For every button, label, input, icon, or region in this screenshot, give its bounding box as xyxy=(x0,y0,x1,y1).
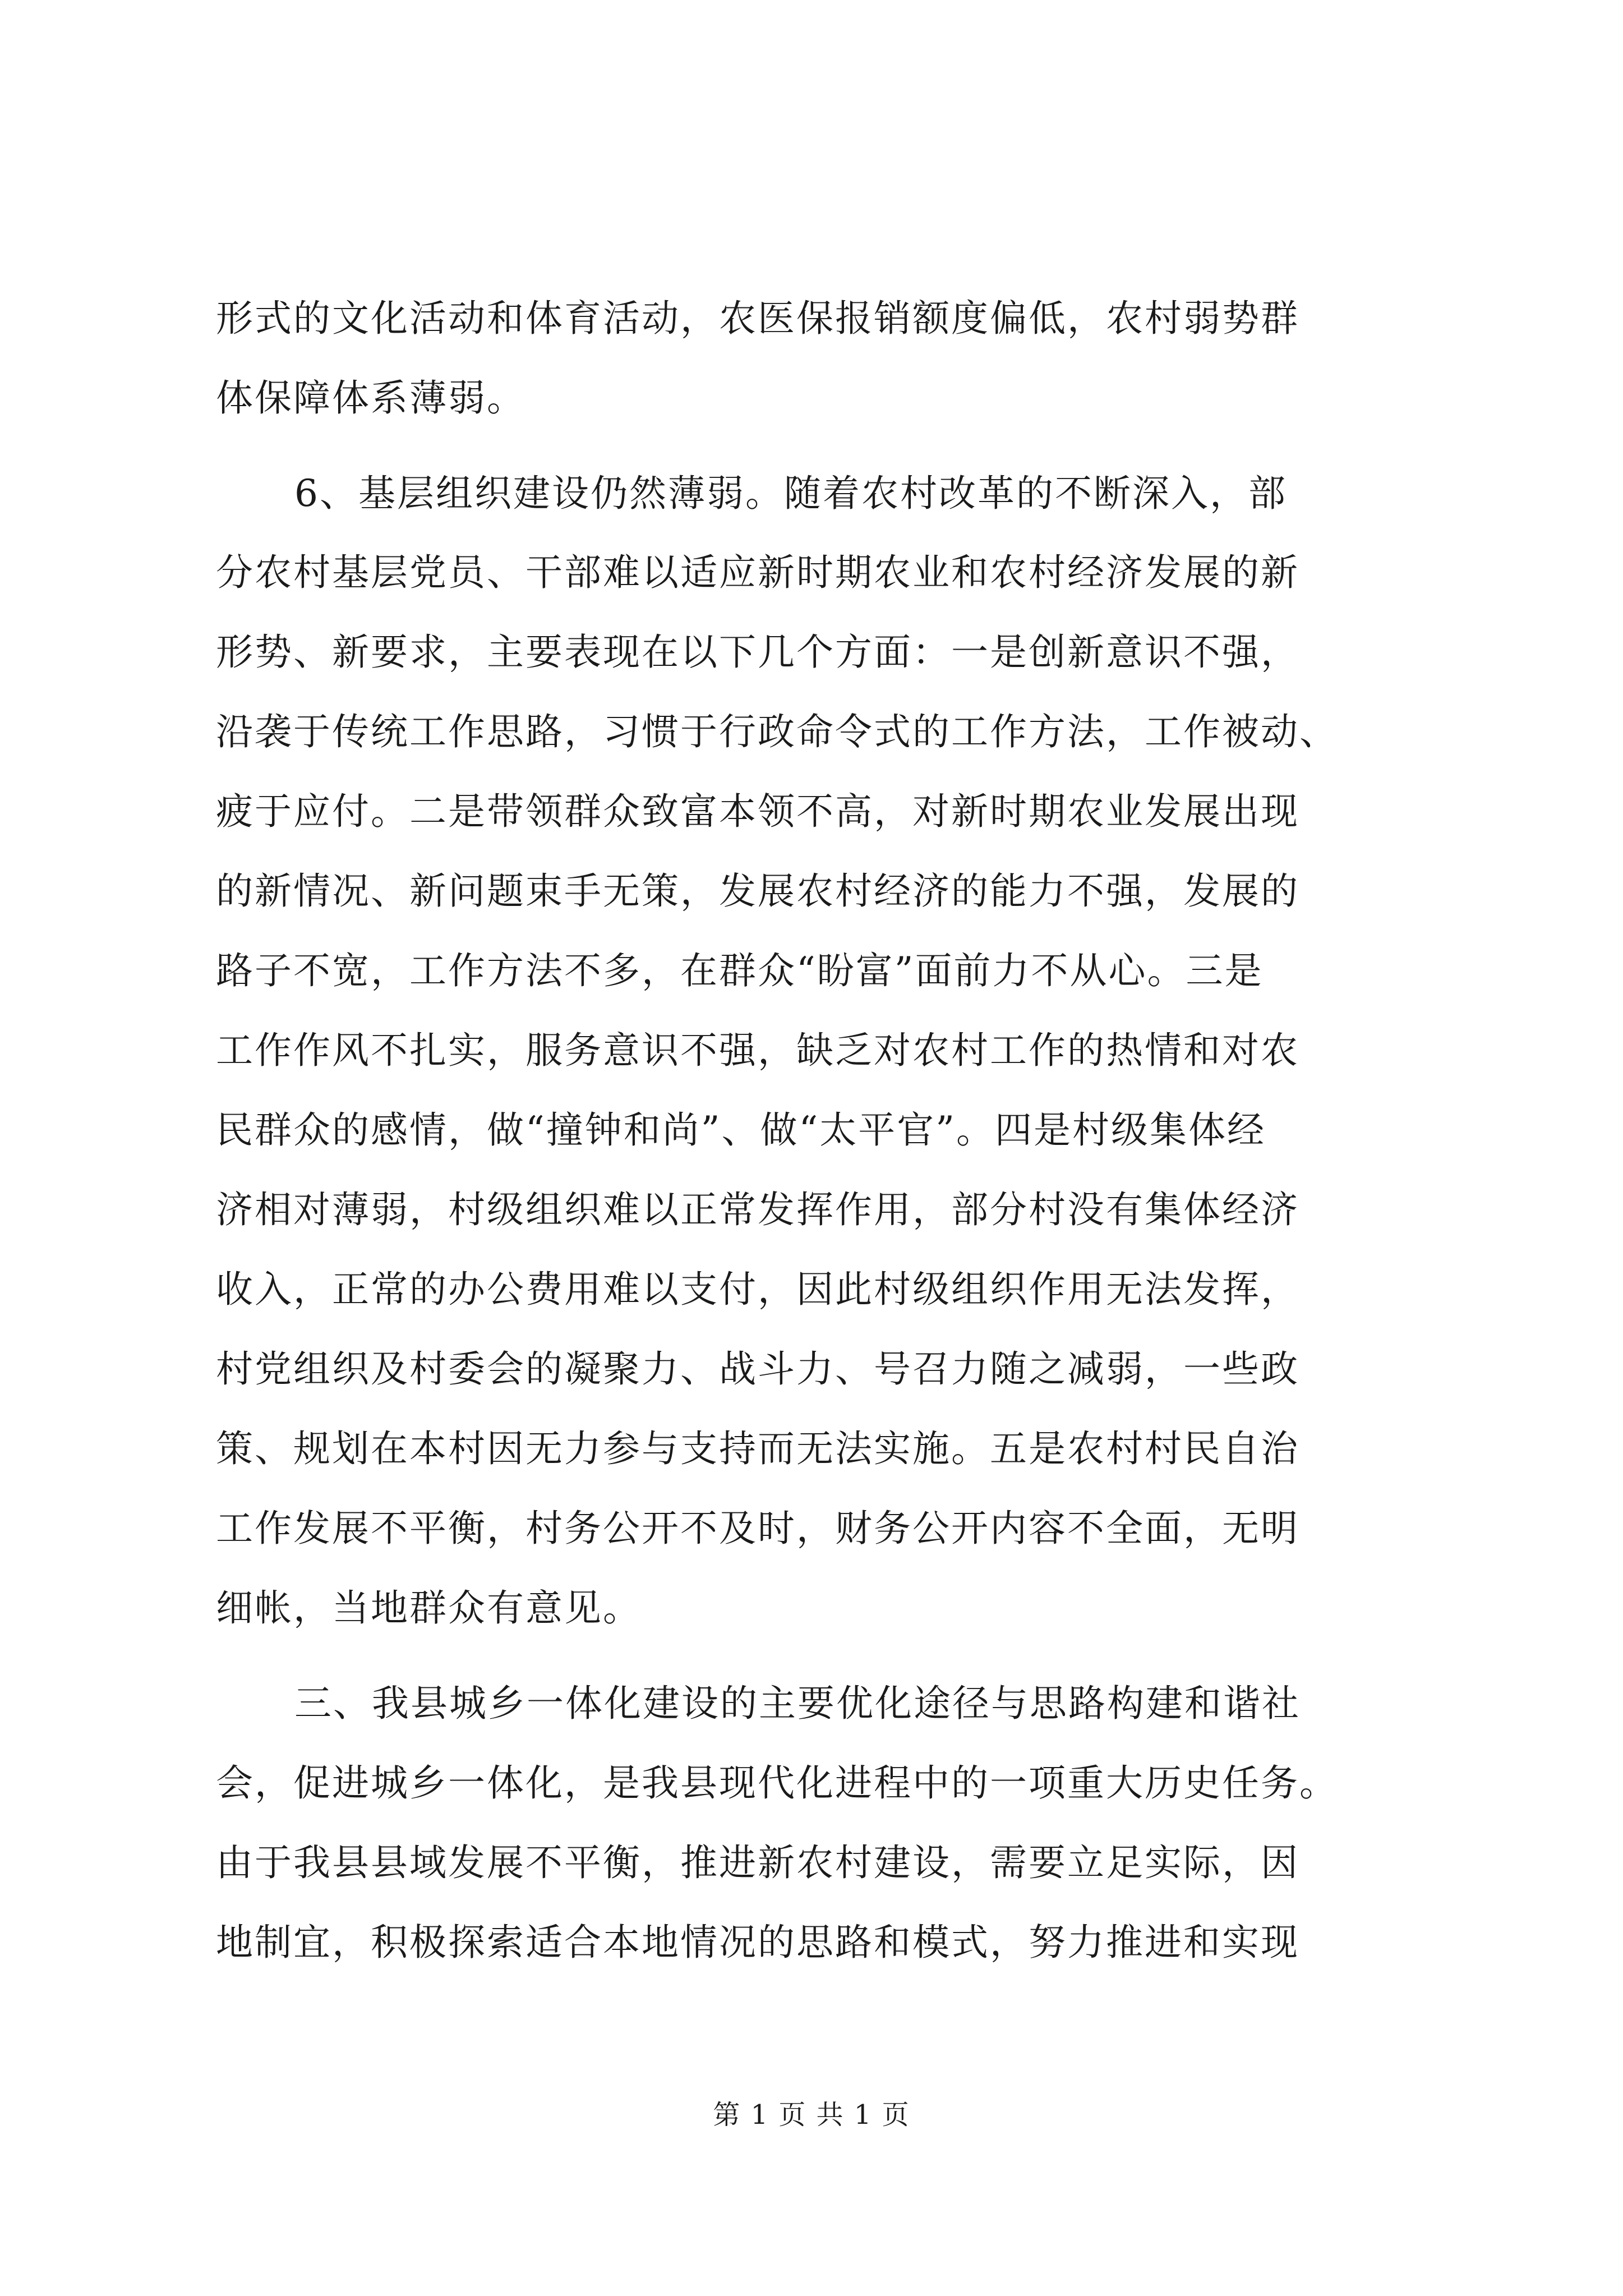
page-number-label: 第 1 页 共 1 页 xyxy=(713,2099,910,2131)
text-line: 会，促进城乡一体化，是我县现代化进程中的一项重大历史任务。 xyxy=(216,1761,1338,1805)
section-3-heading: 三、我县城乡一体化建设的主要优化途径与思路构建和谐社 xyxy=(294,1682,1301,1725)
text-line: 收入，正常的办公费用难以支付，因此村级组织作用无法发挥， xyxy=(216,1268,1299,1311)
text-line: 策、规划在本村因无力参与支持而无法实施。五是农村村民自治 xyxy=(216,1427,1299,1470)
text-line: 体保障体系薄弱。 xyxy=(216,376,525,420)
text-line: 形势、新要求，主要表现在以下几个方面：一是创新意识不强， xyxy=(216,631,1299,674)
text-line: 工作作风不扎实，服务意识不强，缺乏对农村工作的热情和对农 xyxy=(216,1029,1299,1072)
text-line: 分农村基层党员、干部难以适应新时期农业和农村经济发展的新 xyxy=(216,551,1299,594)
text-line: 济相对薄弱，村级组织难以正常发挥作用，部分村没有集体经济 xyxy=(216,1188,1299,1231)
text-line: 细帐，当地群众有意见。 xyxy=(216,1586,642,1630)
text-line: 沿袭于传统工作思路，习惯于行政命令式的工作方法，工作被动、 xyxy=(216,710,1338,753)
text-line: 工作发展不平衡，村务公开不及时，财务公开内容不全面，无明 xyxy=(216,1507,1299,1550)
text-line: 路子不宽，工作方法不多，在群众“盼富”面前力不从心。三是 xyxy=(216,949,1264,992)
text-line: 地制宜，积极探索适合本地情况的思路和模式，努力推进和实现 xyxy=(216,1921,1299,1964)
page-footer xyxy=(0,2095,1623,2134)
text-line: 民群众的感情，做“撞钟和尚”、做“太平官”。四是村级集体经 xyxy=(216,1108,1266,1152)
text-line: 的新情况、新问题束手无策，发展农村经济的能力不强，发展的 xyxy=(216,869,1299,913)
text-line: 疲于应付。二是带领群众致富本领不高，对新时期农业发展出现 xyxy=(216,790,1299,833)
text-line: 由于我县县域发展不平衡，推进新农村建设，需要立足实际，因 xyxy=(216,1841,1299,1884)
text-line: 村党组织及村委会的凝聚力、战斗力、号召力随之减弱，一些政 xyxy=(216,1347,1299,1391)
text-line: 形式的文化活动和体育活动，农医保报销额度偏低，农村弱势群 xyxy=(216,297,1299,340)
paragraph-6-start: 6、基层组织建设仍然薄弱。随着农村改革的不断深入，部 xyxy=(294,472,1287,515)
